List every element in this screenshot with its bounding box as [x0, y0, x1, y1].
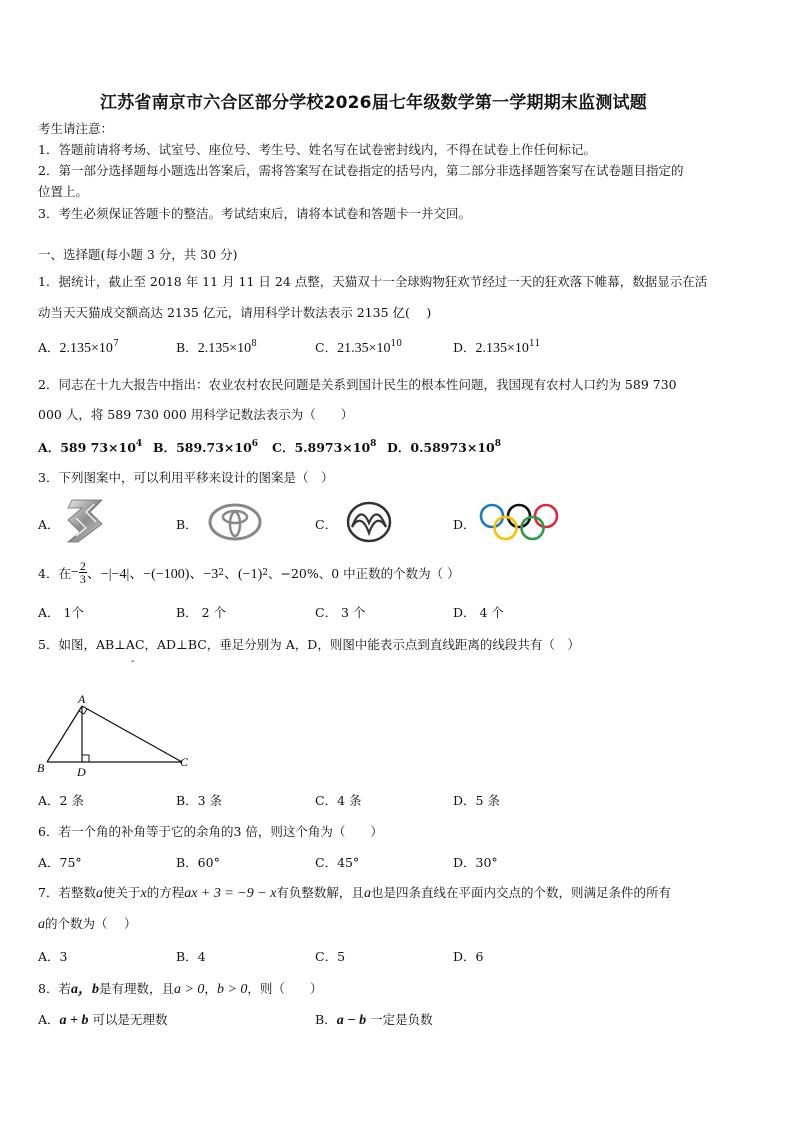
q4-option-b[interactable]: B． 2 个 [176, 605, 227, 620]
q6-option-d[interactable]: D．30° [453, 855, 498, 870]
notice-item-1: 1．答题前请将考场、试室号、座位号、考生号、姓名写在试卷密封线内，不得在试卷上作任何标记。 [38, 142, 596, 157]
q5-option-a[interactable]: A．2 条 [38, 793, 84, 808]
ring-red [535, 505, 557, 527]
q7-stem-line2: a的个数为（ ） [38, 916, 137, 932]
q1-option-d[interactable]: D．$2.135\times 10^{11}$ [453, 339, 541, 356]
q4-fraction: $\frac{2}{3}$ [79, 559, 86, 586]
q6-stem: 6．若一个角的补角等于它的余角的3 倍，则这个角为（ ） [38, 824, 383, 839]
mazda-logo [346, 501, 392, 543]
q1-option-a[interactable]: A．$2.135\times 10^7$ [38, 339, 119, 356]
q3-option-b[interactable]: B． [176, 517, 198, 532]
q5-triangle-figure [34, 690, 204, 780]
q5-option-c[interactable]: C．4 条 [315, 793, 362, 808]
q7-option-c[interactable]: C．5 [315, 949, 346, 964]
q2-stem-line2: 000 人，将 589 730 000 用科学记数法表示为（ ） [38, 407, 354, 422]
notice-item-2-cont: 位置上。 [38, 184, 89, 199]
section-heading: 一、选择题(每小题 3 分，共 30 分) [38, 247, 238, 262]
q6-option-b[interactable]: B．60° [176, 855, 220, 870]
q8-option-a[interactable]: A．a + b 可以是无理数 [38, 1012, 168, 1028]
q7-stem-line1: 7．若整数a使关于x的方程ax + 3 = −9 − x有负整数解，且a也是四条直线在平面内交点的个数，则满足条件的所有 [38, 885, 671, 901]
q4-option-c[interactable]: C． 3 个 [315, 605, 366, 620]
olympic-rings-logo [478, 503, 560, 543]
q4-option-d[interactable]: D． 4 个 [453, 605, 504, 620]
q3-option-d[interactable]: D． [453, 517, 476, 532]
q3-option-c[interactable]: C． [315, 517, 338, 532]
q7-option-d[interactable]: D．6 [453, 949, 484, 964]
q8-option-b[interactable]: B．a − b 一定是负数 [315, 1012, 433, 1028]
page-title: 江苏省南京市六合区部分学校2026届七年级数学第一学期期末监测试题 [100, 93, 647, 113]
q7-option-b[interactable]: B．4 [176, 949, 206, 964]
q5-option-b[interactable]: B．3 条 [176, 793, 223, 808]
q2-option-a[interactable]: A．589 $73\times 10^4$ [38, 439, 143, 455]
notice-heading: 考生请注意： [38, 121, 114, 136]
q4-option-a[interactable]: A． 1个 [38, 605, 84, 620]
q5-stem: 5．如图，AB⊥AC，AD⊥BC，垂足分别为 A，D，则图中能表示点到直线距离的线段共有（ ） [38, 637, 580, 652]
ring-blue [481, 505, 503, 527]
ring-black [508, 505, 530, 527]
notice-item-2: 2．第一部分选择题每小题选出答案后，需将答案写在试卷指定的括号内，第二部分非选择题答案写在试卷题目指定的 [38, 163, 684, 178]
q1-stem-line2: 动当天天猫成交额高达 2135 亿元，请用科学计数法表示 2135 亿( ) [38, 305, 432, 320]
q2-option-c[interactable]: C．$5.8973\times 10^8$ [272, 439, 377, 455]
toyota-logo [208, 503, 262, 541]
q6-option-c[interactable]: C．45° [315, 855, 360, 870]
q3-stem: 3．下列图案中，可以利用平移来设计的图案是（ ） [38, 470, 334, 485]
label-c: C [180, 755, 189, 769]
label-b: B [37, 761, 45, 775]
q7-equation: ax + 3 = −9 − x [184, 886, 277, 901]
q1-option-c[interactable]: C．$21.35\times 10^{10}$ [315, 339, 402, 356]
suzuki-logo [64, 498, 106, 544]
q2-stem-line1: 2．同志在十九大报告中指出：农业农村农民问题是关系到国计民生的根本性问题，我国现有农村人口约为 589 730 [38, 377, 677, 392]
q1-stem-line1: 1．据统计，截止至 2018 年 11 月 11 日 24 点整，天猫双十一全球购物狂欢节经过一天的狂欢落下帷幕，数据显示在活 [38, 274, 708, 289]
ring-green [522, 517, 544, 539]
notice-item-3: 3．考生必须保证答题卡的整洁。考试结束后，请将本试卷和答题卡一并交回。 [38, 206, 471, 221]
q4-stem: 4．在 − $\frac{2}{3}$ 、−|−4|、−(−100)、−3 2 、(−1) 2 、−20%、0 中正数的个数为（ ） [38, 559, 460, 586]
q1-option-b[interactable]: B．$2.135\times 10^8$ [176, 339, 257, 356]
label-a: A [78, 692, 86, 706]
q3-option-a[interactable]: A． [38, 517, 60, 532]
q2-option-d[interactable]: D．$0.58973\times 10^8$ [387, 439, 502, 455]
q6-option-a[interactable]: A．75° [38, 855, 82, 870]
q7-option-a[interactable]: A．3 [38, 949, 68, 964]
ring-yellow [495, 517, 517, 539]
q2-option-b[interactable]: B．$589.73\times 10^6$ [153, 439, 259, 455]
q5-option-d[interactable]: D．5 条 [453, 793, 500, 808]
q5-stray-mark: - [131, 656, 135, 667]
label-d: D [77, 765, 86, 779]
q8-stem: 8．若a，b是有理数，且a > 0，b > 0，则（ ） [38, 981, 323, 997]
